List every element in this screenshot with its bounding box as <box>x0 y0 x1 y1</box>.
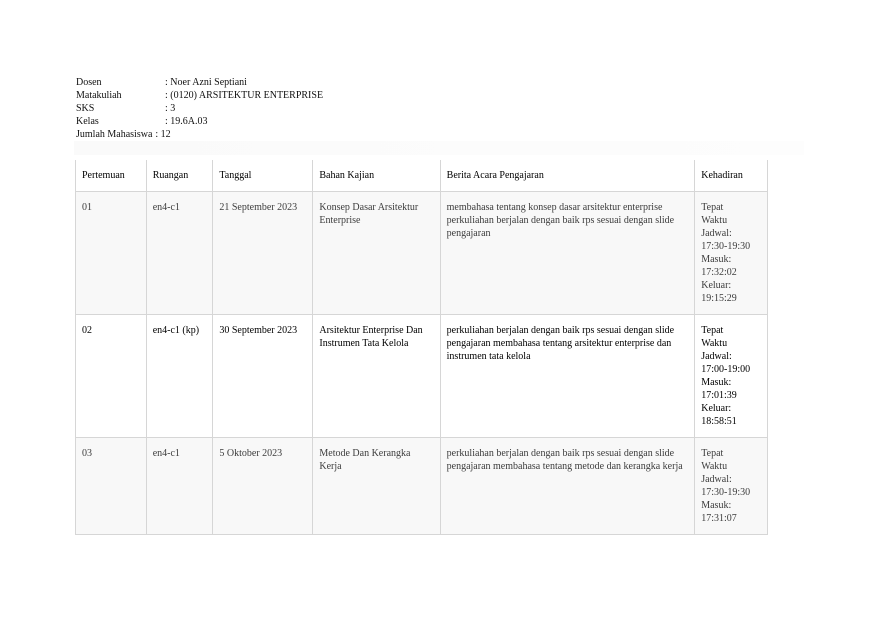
cell-tanggal: 21 September 2023 <box>213 192 313 315</box>
kehadiran-line: Tepat <box>701 448 724 459</box>
kehadiran-line: Waktu <box>701 461 728 472</box>
cell-kehadiran <box>695 438 768 535</box>
kehadiran-line: Masuk: <box>701 377 732 388</box>
kehadiran-line: 17:00-19:00 <box>701 364 751 375</box>
cell-berita-acara: perkuliahan berjalan dengan baik rps sesuai dengan slide pengajaran membahasa tentang metode dan kerangka kerja <box>440 438 695 535</box>
cell-tanggal: 30 September 2023 <box>213 315 313 438</box>
info-row-dosen <box>76 76 323 89</box>
column-header: Kehadiran <box>695 160 768 192</box>
kehadiran-line: Tepat <box>701 202 724 213</box>
info-label: Kelas <box>76 116 99 127</box>
kehadiran-line: Tepat <box>701 325 724 336</box>
kehadiran-line: 17:01:39 <box>701 390 737 401</box>
cell-ruangan: en4-c1 <box>146 438 213 535</box>
cell-ruangan: en4-c1 <box>146 192 213 315</box>
attendance-table <box>75 160 768 535</box>
info-value: : (0120) ARSITEKTUR ENTERPRISE <box>165 90 324 101</box>
kehadiran-line: Jadwal: <box>701 351 732 362</box>
kehadiran-line: Waktu <box>701 338 728 349</box>
cell-bahan-kajian: Arsitektur Enterprise Dan Instrumen Tata Kelola <box>313 315 440 438</box>
table-row <box>76 315 768 438</box>
info-row-jumlah <box>76 128 323 141</box>
kehadiran-line: Waktu <box>701 215 728 226</box>
table-row <box>76 192 768 315</box>
kehadiran-line: Masuk: <box>701 500 732 511</box>
info-label: SKS <box>76 103 95 114</box>
cell-pertemuan: 03 <box>76 438 147 535</box>
kehadiran-line: Keluar: <box>701 280 732 291</box>
cell-kehadiran <box>695 315 768 438</box>
cell-bahan-kajian: Konsep Dasar Arsitektur Enterprise <box>313 192 440 315</box>
kehadiran-line: Jadwal: <box>701 228 732 239</box>
kehadiran-line: 19:15:29 <box>701 293 737 304</box>
info-row-sks <box>76 102 323 115</box>
cell-berita-acara: membahasa tentang konsep dasar arsitektur enterprise perkuliahan berjalan dengan baik rps sesuai dengan slide pengajaran <box>440 192 695 315</box>
info-value: : 12 <box>155 129 171 140</box>
cell-bahan-kajian: Metode Dan Kerangka Kerja <box>313 438 440 535</box>
kehadiran-line: 17:32:02 <box>701 267 737 278</box>
info-value: : 19.6A.03 <box>165 116 208 127</box>
info-label: Matakuliah <box>76 90 122 101</box>
info-row-kelas <box>76 115 323 128</box>
kehadiran-line: Keluar: <box>701 403 732 414</box>
column-header: Ruangan <box>146 160 213 192</box>
cell-kehadiran <box>695 192 768 315</box>
cell-berita-acara: perkuliahan berjalan dengan baik rps sesuai dengan slide pengajaran membahasa tentang arsitektur enterprise dan instrumen tata kelola <box>440 315 695 438</box>
kehadiran-line: 17:31:07 <box>701 513 737 524</box>
cell-pertemuan: 02 <box>76 315 147 438</box>
column-header: Pertemuan <box>76 160 147 192</box>
info-value: : Noer Azni Septiani <box>165 77 247 88</box>
kehadiran-line: 17:30-19:30 <box>701 241 751 252</box>
kehadiran-line: Masuk: <box>701 254 732 265</box>
table-row <box>76 438 768 535</box>
info-label: Jumlah Mahasiswa <box>76 129 153 140</box>
table-header-row <box>76 160 768 192</box>
kehadiran-line: Jadwal: <box>701 474 732 485</box>
column-header: Tanggal <box>213 160 313 192</box>
divider-band <box>74 141 804 155</box>
info-label: Dosen <box>76 77 102 88</box>
kehadiran-line: 18:58:51 <box>701 416 737 427</box>
info-row-matakuliah <box>76 89 323 102</box>
cell-pertemuan: 01 <box>76 192 147 315</box>
column-header: Berita Acara Pengajaran <box>440 160 695 192</box>
column-header: Bahan Kajian <box>313 160 440 192</box>
cell-tanggal: 5 Oktober 2023 <box>213 438 313 535</box>
course-info <box>76 76 323 141</box>
info-value: : 3 <box>165 103 176 114</box>
kehadiran-line: 17:30-19:30 <box>701 487 751 498</box>
cell-ruangan: en4-c1 (kp) <box>146 315 213 438</box>
